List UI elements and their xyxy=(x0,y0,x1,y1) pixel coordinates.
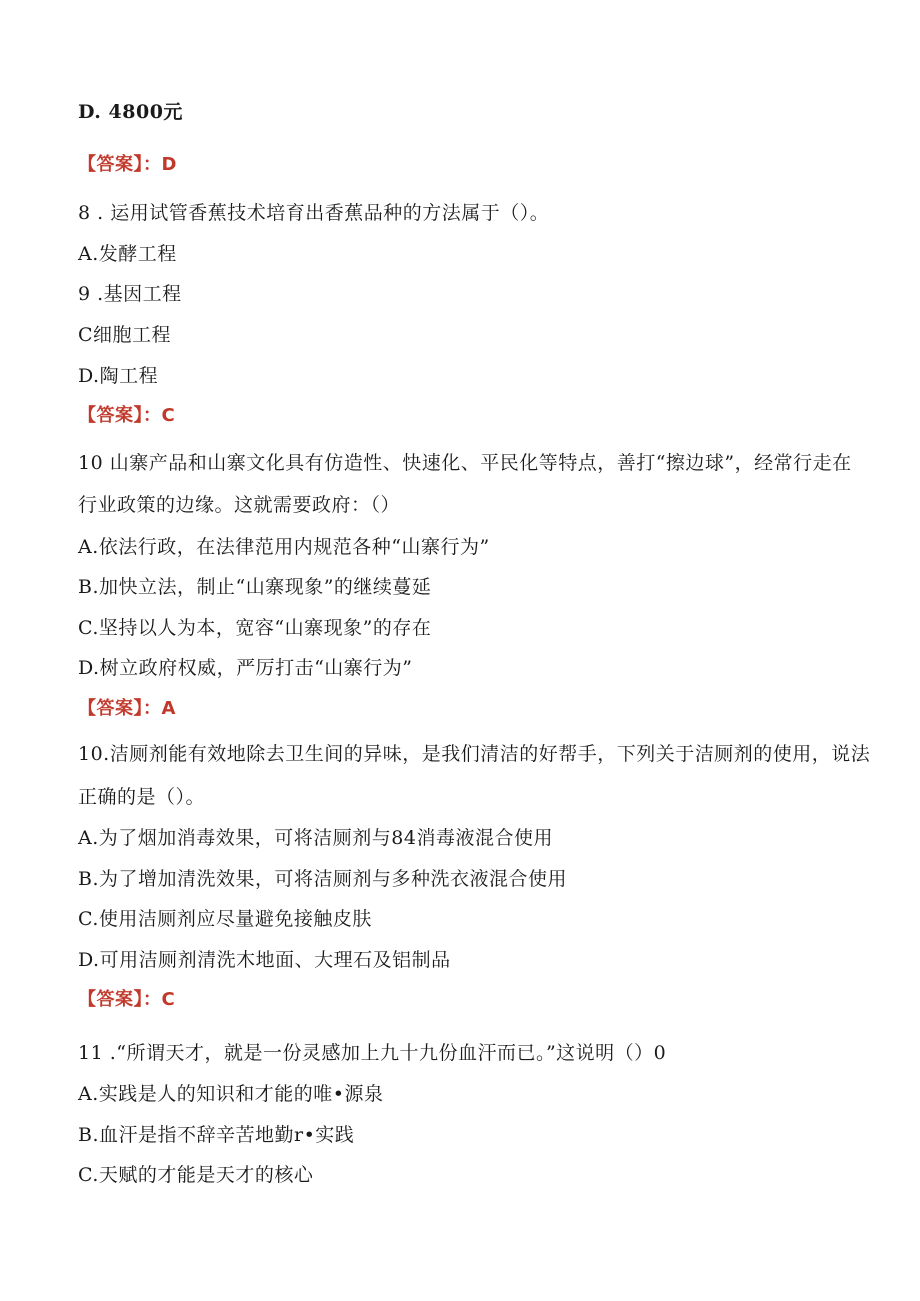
question-10-text-cont: 行业政策的边缘。这就需要政府：（） xyxy=(78,494,401,516)
option-b-line: B.为了增加清洗效果，可将洁厕剂与多种洗衣液混合使用 xyxy=(78,868,568,890)
option-d-line: D.陶工程 xyxy=(78,365,159,387)
option-d-line: D. 4800元 xyxy=(78,101,183,123)
question-10-text: 10 山寨产品和山寨文化具有仿造性、快速化、平民化等特点，善打“擦边球”，经常行走在 xyxy=(78,452,852,474)
answer-label: 【答案】：C xyxy=(78,989,176,1010)
option-a-line: A.为了烟加消毒效果，可将洁厕剂与84消毒液混合使用 xyxy=(78,827,553,849)
option-b-line: B.加快立法，制止“山寨现象”的继续蔓延 xyxy=(78,576,432,598)
question-10b-text: 10.洁厕剂能有效地除去卫生间的异味，是我们清洁的好帮手，下列关于洁厕剂的使用，说法 xyxy=(78,743,871,765)
option-a-line: A.依法行政，在法律范用内规范各种“山寨行为” xyxy=(78,536,490,558)
question-11-text: 11 .“所谓天才，就是一份灵感加上九十九份血汗而已。”这说明（）0 xyxy=(78,1042,667,1064)
option-b-line: B.血汗是指不辞辛苦地勤r•实践 xyxy=(78,1124,355,1146)
question-10b-text-cont: 正确的是（）。 xyxy=(78,786,206,808)
option-c-line: C.天赋的才能是天才的核心 xyxy=(78,1164,314,1186)
option-a-line: A.发酵工程 xyxy=(78,243,177,265)
answer-label: 【答案】：C xyxy=(78,405,176,426)
answer-label: 【答案】：D xyxy=(78,154,177,175)
option-c-line: C.坚持以人为本，宽容“山寨现象”的存在 xyxy=(78,617,432,639)
answer-label: 【答案】：A xyxy=(78,698,176,719)
option-c-line: C.使用洁厕剂应尽量避免接触皮肤 xyxy=(78,908,372,930)
question-9-line: 9 .基因工程 xyxy=(78,283,182,305)
option-c-line: C细胞工程 xyxy=(78,324,172,346)
option-a-line: A.实践是人的知识和才能的唯•源泉 xyxy=(78,1083,384,1105)
question-8-text: 8 . 运用试管香蕉技术培育出香蕉品种的方法属于（）。 xyxy=(78,202,550,224)
option-d-line: D.可用洁厕剂清洗木地面、大理石及铝制品 xyxy=(78,949,451,971)
option-d-line: D.树立政府权威，严厉打击“山寨行为” xyxy=(78,657,413,679)
